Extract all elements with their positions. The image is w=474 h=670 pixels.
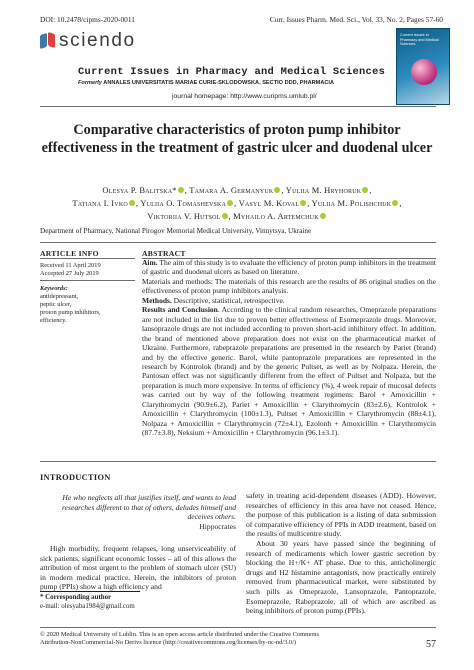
journal-homepage-link[interactable]: journal homepage: http://www.curipms.umlub.pl/ [172,93,317,100]
intro-paragraph: safety in treating acid-dependent diseases (ADD). However, researches of efficiency in this area have not ceased. Hence, the purpose of this publication is a listing of data submission of comparative efficiency of PPIs in ADD treatment, based on the results of multicentre study. [246,491,436,539]
article-info-rule [40,258,135,259]
abstract-divider-bottom [40,461,436,462]
abstract-materials: Materials and methods: The materials of this research are the results of 86 original studies on the effectiveness of proton pump inhibitors analysis. [142,276,436,296]
received-date: Received 11 April 2019 [40,262,101,269]
orcid-icon[interactable] [362,187,368,193]
journal-citation: Curr. Issues Pharm. Med. Sci., Vol. 33, No. 2, Pages 57-60 [269,15,443,24]
author-line-3: Viktoriia V. Hutsol , Myhailo A. Artemchuk [40,210,434,223]
publisher-logo [40,30,136,52]
intro-paragraph-left: High morbidity, frequent relapses, long unserviceability of sick patients, significant economic losses – all of this allows the attribution of most urgent to the problem of stomach ulcer (SU) in modern medical practice. Herein, the inhibitors of proton pump (PPIs) show a high efficiency and [40,544,236,592]
cover-molecule-icon [411,59,437,85]
correspondence-note [40,594,236,611]
license-footer [40,631,400,647]
keywords-label: Keywords: [40,285,68,292]
article-info-heading: ARTICLE INFO [40,249,99,258]
abstract-heading: ABSTRACT [142,249,186,258]
publisher-name: sciendo [59,30,136,51]
author-list [40,184,434,223]
introduction-heading: INTRODUCTION [40,473,111,482]
orcid-icon[interactable] [178,187,184,193]
keywords [40,285,135,325]
orcid-icon[interactable] [227,200,233,206]
accepted-date: Accepted 27 July 2019 [40,270,99,277]
abstract-body [142,258,436,438]
keyword-item: peptic ulcer, [40,301,72,308]
info-divider-top [40,242,436,243]
affiliation: Department of Pharmacy, National Pirogov Memorial Medical University, Vinnytsya, Ukraine [40,227,312,235]
intro-paragraph: About 30 years have passed since the beginning of research of medicaments which lower gastric secretion by blocking the H+/K+ AT phase. Due to this, anticholinergic drugs and H2 histamine antagonists, now practically entirely removed from pharmaceutical market, were substituted by such pills as Omeprazole, Lansoprazole, Pantoprazole, Esomeprazole, Rabeprazole, all of which are ascribed as being inhibitors of proton pump (PPIs). [246,538,436,616]
footer-divider [40,627,436,628]
orcid-icon[interactable] [274,187,280,193]
journal-title: Current Issues in Pharmacy and Medical Sciences [78,66,386,78]
keyword-item: proton pump inhibitors, [40,309,101,316]
doi: DOI: 10.2478/cipms-2020-0011 [40,15,135,24]
abstract-aim: Aim. The aim of this study is to evaluate the efficiency of proton pump inhibitors in the treatment of gastric and duodenal ulcers as based on literature. [142,258,436,277]
orcid-icon[interactable] [320,213,326,219]
cover-title: Current Issues in Pharmacy and Medical Sciences [400,33,439,47]
author-line-2: Tatiana I. Ivko , Yuliia O. Tomashevska , Vasyl M. Koval , Yuliia M. Polishchuk , [72,198,402,208]
orcid-icon[interactable] [222,213,228,219]
corresponding-author-label: * Corresponding author [40,594,112,601]
formerly-label: Formerly [78,80,102,86]
orcid-icon[interactable] [392,200,398,206]
keyword-item: efficiency. [40,317,67,324]
header-divider [40,106,436,107]
sciendo-mark-icon [40,32,56,50]
page-number: 57 [426,639,436,650]
article-dates [40,262,135,278]
copyright-line: © 2020 Medical University of Lublin. This is an open access article distributed under the Creative Commons [40,631,319,638]
epigraph-quote: He who neglects all that justifies itself, and wants to lead researches different to that of others, deludes himself and deceives others. [62,493,236,522]
corresponding-email-link[interactable]: e-mail: olesyaba1984@gmail.com [40,602,135,610]
author-line-1: Olesya P. Balitska* , Tamara A. Germanyuk , Yuliia M. Hryhoruk , [102,185,372,195]
abstract-results: Results and Conclusion. According to the clinical random researches, Omeprazole preparations are not included in the list due to proven better effectiveness of Esomeprazole drugs. Moreover, lansoprazole drugs are not included according to proven short-acid inhibitory effect. In addition, the brand of mentioned above preparation does not exist on the pharmaceutical market of Ukraine. Furthermore, rabeprazole preparations are presented in the research by Pariet (brand) and by the effective generic. Barol, while pantoprazole preparations are represented in the research by Kontrolok (brand) and by the generic Pultset, as well as by Nolpaza. Herein, the Pantosan effect was not significantly different from the effect of Pultset and Nolpaza, but the preparation is much more expensive. In terms of efficiency (%), 4 week repair of mucosal defects was carried out by way of the following treatment regimens: Barol + Amoxicillin + Clarythromycin (90.9±6.2), Pariet + Amoxicillin + Clarythromycin (83±2.6), Kontrolok + Amoxicillin + Clarythromycin (100±1.3), Pultset + Amoxicillin + Clarythromycin (88±4.1), Nolpaza + Amoxicillin + Clarythromycin (72±4.1), Ezolonh + Amoxicillin + Clarythromycin (87.7±3.8), Neksium + Amoxicillin + Clarythromycin (96.1±3.1). [142,305,436,438]
orcid-icon[interactable] [129,200,135,206]
abstract-methods: Methods. Descriptive, statistical, retrospective. [142,295,285,305]
formerly-text: ANNALES UNIVERSITATIS MARIAE CURIE-SKLODOWSKA, SECTIO DDD, PHARMACIA [103,80,334,86]
article-info-rule-2 [40,280,135,281]
journal-cover-image [396,28,450,105]
license-link[interactable]: Attribution-NonCommercial-No Derivs licence (http://creativecommons.org/licenses/by-nc-nd/3.0/) [40,638,296,646]
article-title: Comparative characteristics of proton pump inhibitor effectiveness in the treatment of gastric ulcer and duodenal ulcer [41,122,433,156]
epigraph-author: Hippocrates [199,522,236,531]
orcid-icon[interactable] [300,200,306,206]
keyword-item: antidepressant, [40,293,79,300]
footnote-rule [40,591,140,592]
intro-paragraphs-right [246,491,436,616]
journal-formerly [78,80,334,86]
